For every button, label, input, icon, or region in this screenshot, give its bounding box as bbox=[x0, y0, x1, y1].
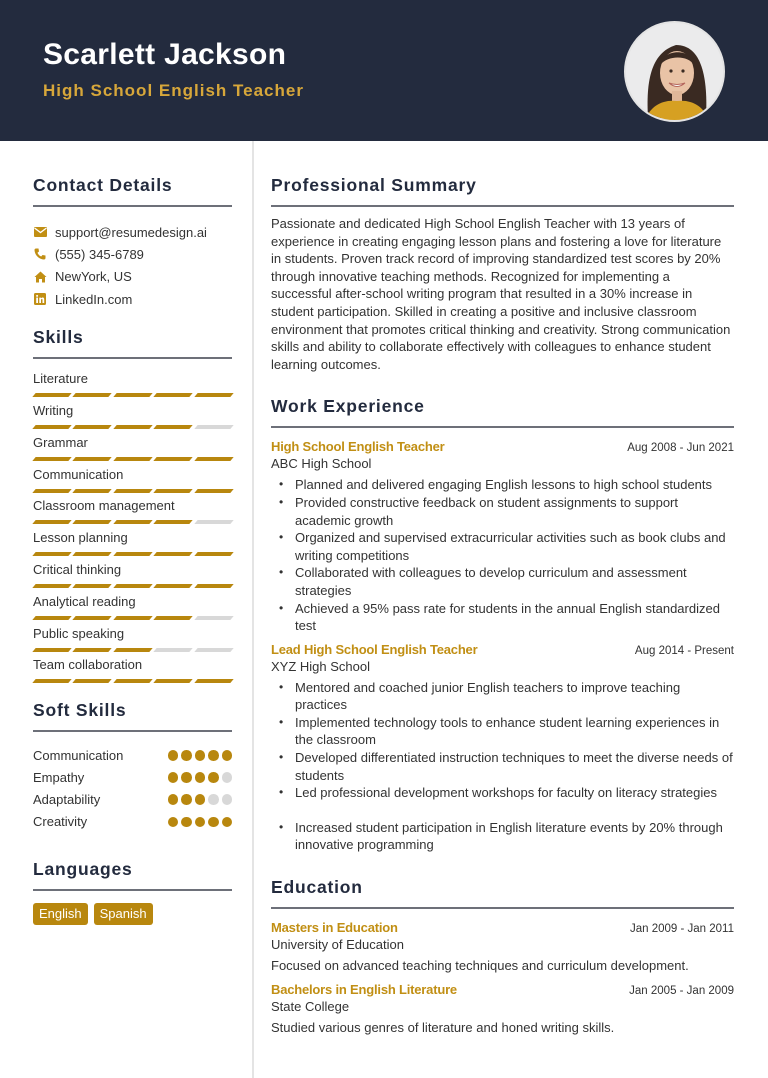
rating-bar-icon bbox=[113, 552, 153, 556]
skill-item bbox=[33, 626, 232, 658]
skill-item bbox=[33, 371, 232, 403]
contact-location bbox=[33, 266, 232, 288]
skill-level-bars bbox=[33, 457, 232, 461]
rating-dot-icon bbox=[168, 794, 179, 805]
skills-section bbox=[33, 327, 232, 689]
soft-skill-item bbox=[33, 744, 232, 766]
rating-bar-icon bbox=[73, 520, 113, 524]
job-title: Lead High School English Teacher bbox=[271, 641, 478, 657]
skill-label: Writing bbox=[33, 402, 74, 418]
skill-item bbox=[33, 657, 232, 689]
rating-dot-icon bbox=[222, 817, 233, 828]
contact-email[interactable] bbox=[33, 221, 232, 243]
rating-bar-icon bbox=[113, 584, 153, 588]
skill-label: Critical thinking bbox=[33, 561, 122, 577]
rating-bar-icon bbox=[154, 489, 194, 493]
rating-bar-icon bbox=[154, 552, 194, 556]
soft-skill-dots bbox=[168, 817, 233, 828]
rating-bar-icon bbox=[73, 425, 113, 429]
skill-label: Lesson planning bbox=[33, 530, 128, 546]
rating-bar-icon bbox=[32, 489, 72, 493]
job-bullet: • Achieved a 95% pass rate for students in the annual English standardized test bbox=[271, 600, 734, 635]
rating-bar-icon bbox=[113, 679, 153, 683]
skill-level-bars bbox=[33, 425, 232, 429]
education-description: Studied various genres of literature and honed writing skills. bbox=[271, 1020, 615, 1036]
rating-dot-icon bbox=[181, 794, 192, 805]
rating-bar-icon bbox=[73, 679, 113, 683]
phone-icon bbox=[33, 247, 47, 261]
contact-email-text: support@resumedesign.ai bbox=[55, 224, 207, 240]
rating-bar-icon bbox=[113, 457, 153, 461]
rating-bar-icon bbox=[154, 393, 194, 397]
rating-dot-icon bbox=[208, 772, 219, 783]
job-dates: Aug 2008 - Jun 2021 bbox=[627, 442, 734, 455]
section-rule bbox=[33, 889, 232, 891]
rating-dot-icon bbox=[208, 794, 219, 805]
rating-bar-icon bbox=[32, 393, 72, 397]
soft-skill-dots bbox=[168, 750, 233, 761]
column-divider bbox=[252, 141, 254, 1078]
soft-skills-title: Soft Skills bbox=[33, 700, 127, 721]
job-organization: XYZ High School bbox=[271, 658, 370, 674]
job-bullets bbox=[271, 476, 734, 634]
rating-bar-icon bbox=[73, 457, 113, 461]
rating-bar-icon bbox=[113, 616, 153, 620]
job-title: High School English Teacher bbox=[271, 439, 445, 455]
job-bullet: • Planned and delivered engaging English lessons to high school students bbox=[271, 476, 734, 494]
skills-title: Skills bbox=[33, 327, 84, 348]
rating-bar-icon bbox=[113, 393, 153, 397]
languages-list bbox=[33, 903, 232, 925]
school-name: University of Education bbox=[271, 937, 404, 953]
degree-title: Masters in Education bbox=[271, 920, 398, 936]
job-bullet: • Increased student participation in English literature events by 20% through innovative programming bbox=[271, 819, 734, 854]
education-description: Focused on advanced teaching techniques and curriculum development. bbox=[271, 958, 689, 974]
section-rule bbox=[33, 205, 232, 207]
education-dates: Jan 2009 - Jan 2011 bbox=[629, 923, 734, 936]
rating-bar-icon bbox=[154, 520, 194, 524]
section-rule bbox=[33, 357, 232, 359]
contact-linkedin[interactable] bbox=[33, 288, 232, 310]
job-dates: Aug 2014 - Present bbox=[634, 644, 734, 657]
skill-item bbox=[33, 594, 232, 626]
contact-location-text: NewYork, US bbox=[55, 269, 132, 285]
skill-level-bars bbox=[33, 520, 232, 524]
rating-dot-icon bbox=[168, 772, 179, 783]
rating-bar-icon bbox=[32, 616, 72, 620]
soft-skill-label: Communication bbox=[33, 747, 124, 763]
rating-bar-icon bbox=[154, 648, 194, 652]
skill-label: Literature bbox=[33, 371, 88, 387]
contact-list bbox=[33, 221, 232, 310]
soft-skill-item bbox=[33, 811, 232, 833]
skill-level-bars bbox=[33, 552, 232, 556]
language-badge: Spanish bbox=[94, 903, 153, 925]
rating-bar-icon bbox=[32, 552, 72, 556]
job-bullet: • Organized and supervised extracurricular activities such as book clubs and writing competitions bbox=[271, 529, 734, 564]
job-bullet: • Mentored and coached junior English teachers to improve teaching practices bbox=[271, 679, 734, 714]
experience-title: Work Experience bbox=[271, 396, 425, 417]
education-section bbox=[271, 877, 734, 1035]
section-rule bbox=[271, 907, 734, 909]
skill-item bbox=[33, 530, 232, 562]
rating-bar-icon bbox=[194, 648, 234, 652]
rating-bar-icon bbox=[154, 679, 194, 683]
languages-title: Languages bbox=[33, 858, 133, 879]
rating-bar-icon bbox=[32, 425, 72, 429]
rating-dot-icon bbox=[181, 750, 192, 761]
job-organization: ABC High School bbox=[271, 456, 372, 472]
soft-skill-dots bbox=[168, 794, 233, 805]
rating-bar-icon bbox=[73, 648, 113, 652]
right-column bbox=[271, 141, 734, 1035]
rating-bar-icon bbox=[32, 584, 72, 588]
rating-dot-icon bbox=[168, 817, 179, 828]
soft-skill-label: Adaptability bbox=[33, 792, 101, 808]
section-rule bbox=[271, 205, 734, 207]
rating-dot-icon bbox=[195, 794, 206, 805]
skill-level-bars bbox=[33, 489, 232, 493]
rating-dot-icon bbox=[181, 772, 192, 783]
contact-section bbox=[33, 175, 232, 310]
job-bullet: • Provided constructive feedback on student assignments to support academic growth bbox=[271, 494, 734, 529]
rating-dot-icon bbox=[208, 817, 219, 828]
section-rule bbox=[33, 730, 232, 732]
soft-skill-item bbox=[33, 766, 232, 788]
rating-bar-icon bbox=[113, 648, 153, 652]
left-column bbox=[33, 141, 232, 925]
skill-level-bars bbox=[33, 584, 232, 588]
job-bullet: • Led professional development workshops for faculty on literacy strategies bbox=[271, 784, 734, 802]
rating-bar-icon bbox=[154, 584, 194, 588]
rating-bar-icon bbox=[194, 425, 234, 429]
resume-header bbox=[0, 0, 768, 141]
skill-level-bars bbox=[33, 679, 232, 683]
skill-item bbox=[33, 562, 232, 594]
job-entry bbox=[271, 439, 734, 634]
skill-item bbox=[33, 435, 232, 467]
skill-label: Communication bbox=[33, 466, 124, 482]
education-entry bbox=[271, 982, 734, 1035]
rating-bar-icon bbox=[154, 457, 194, 461]
rating-bar-icon bbox=[194, 520, 234, 524]
rating-bar-icon bbox=[194, 489, 234, 493]
summary-section bbox=[271, 175, 734, 373]
languages-section bbox=[33, 859, 232, 925]
rating-bar-icon bbox=[73, 616, 113, 620]
linkedin-icon bbox=[33, 292, 47, 306]
rating-bar-icon bbox=[154, 616, 194, 620]
candidate-name: Scarlett Jackson bbox=[43, 38, 287, 71]
skill-label: Public speaking bbox=[33, 625, 125, 641]
rating-bar-icon bbox=[73, 393, 113, 397]
language-badge: English bbox=[33, 903, 88, 925]
rating-bar-icon bbox=[194, 552, 234, 556]
contact-phone-text: (555) 345-6789 bbox=[55, 246, 144, 262]
soft-skill-dots bbox=[168, 772, 233, 783]
soft-skill-item bbox=[33, 789, 232, 811]
summary-text: Passionate and dedicated High School English Teacher with 13 years of experience in creating engaging lesson plans and fostering a love for literature in students. Proven track record of improving standardized test scores by 20% through innovative teaching methods. Recognized for implementing a successful after-school writing program that resulted in a 30% increase in student participation. Skilled in creating a positive and inclusive classroom environment that promotes critical thinking and creativity. Strong communication skills and ability to collaborate effectively with colleagues to enhance student learning outcomes. bbox=[271, 216, 731, 372]
rating-bar-icon bbox=[73, 489, 113, 493]
skill-level-bars bbox=[33, 616, 232, 620]
education-dates: Jan 2005 - Jan 2009 bbox=[629, 985, 734, 998]
rating-bar-icon bbox=[32, 648, 72, 652]
rating-dot-icon bbox=[195, 750, 206, 761]
education-entry bbox=[271, 920, 734, 973]
rating-bar-icon bbox=[32, 520, 72, 524]
rating-bar-icon bbox=[194, 616, 234, 620]
skill-item bbox=[33, 467, 232, 499]
home-icon bbox=[33, 270, 47, 284]
skill-item bbox=[33, 403, 232, 435]
experience-section bbox=[271, 396, 734, 854]
job-bullet: • Implemented technology tools to enhance student learning experiences in the classroom bbox=[271, 714, 734, 749]
rating-bar-icon bbox=[73, 552, 113, 556]
degree-title: Bachelors in English Literature bbox=[271, 982, 457, 998]
skill-level-bars bbox=[33, 648, 232, 652]
rating-bar-icon bbox=[194, 679, 234, 683]
rating-bar-icon bbox=[73, 584, 113, 588]
education-title: Education bbox=[271, 877, 363, 898]
skill-label: Analytical reading bbox=[33, 593, 136, 609]
rating-dot-icon bbox=[222, 772, 233, 783]
soft-skills-section bbox=[33, 700, 232, 833]
job-bullets bbox=[271, 679, 734, 854]
rating-bar-icon bbox=[113, 425, 153, 429]
rating-bar-icon bbox=[194, 584, 234, 588]
contact-linkedin-text: LinkedIn.com bbox=[55, 291, 133, 307]
section-rule bbox=[271, 426, 734, 428]
rating-dot-icon bbox=[195, 772, 206, 783]
school-name: State College bbox=[271, 999, 350, 1015]
rating-bar-icon bbox=[113, 520, 153, 524]
rating-bar-icon bbox=[32, 679, 72, 683]
job-entry bbox=[271, 642, 734, 854]
rating-bar-icon bbox=[32, 457, 72, 461]
contact-title: Contact Details bbox=[33, 175, 173, 195]
job-bullet: • Collaborated with colleagues to develop curriculum and assessment strategies bbox=[271, 564, 734, 599]
rating-bar-icon bbox=[113, 489, 153, 493]
rating-dot-icon bbox=[222, 794, 233, 805]
skill-level-bars bbox=[33, 393, 232, 397]
skill-label: Team collaboration bbox=[33, 657, 143, 673]
skills-list bbox=[33, 371, 232, 689]
avatar bbox=[624, 21, 725, 122]
rating-dot-icon bbox=[168, 750, 179, 761]
soft-skill-label: Empathy bbox=[33, 769, 85, 785]
rating-bar-icon bbox=[194, 457, 234, 461]
rating-bar-icon bbox=[154, 425, 194, 429]
soft-skill-label: Creativity bbox=[33, 814, 88, 830]
contact-phone[interactable] bbox=[33, 243, 232, 265]
rating-dot-icon bbox=[222, 750, 233, 761]
soft-skills-list bbox=[33, 744, 232, 833]
rating-bar-icon bbox=[194, 393, 234, 397]
rating-dot-icon bbox=[208, 750, 219, 761]
envelope-icon bbox=[33, 225, 47, 239]
skill-label: Classroom management bbox=[33, 498, 175, 514]
rating-dot-icon bbox=[181, 817, 192, 828]
job-bullet: • Developed differentiated instruction techniques to meet the diverse needs of students bbox=[271, 749, 734, 784]
summary-title: Professional Summary bbox=[271, 175, 477, 195]
profile-photo-icon bbox=[626, 23, 725, 122]
skill-item bbox=[33, 498, 232, 530]
candidate-role: High School English Teacher bbox=[43, 81, 304, 100]
rating-dot-icon bbox=[195, 817, 206, 828]
skill-label: Grammar bbox=[33, 434, 88, 450]
